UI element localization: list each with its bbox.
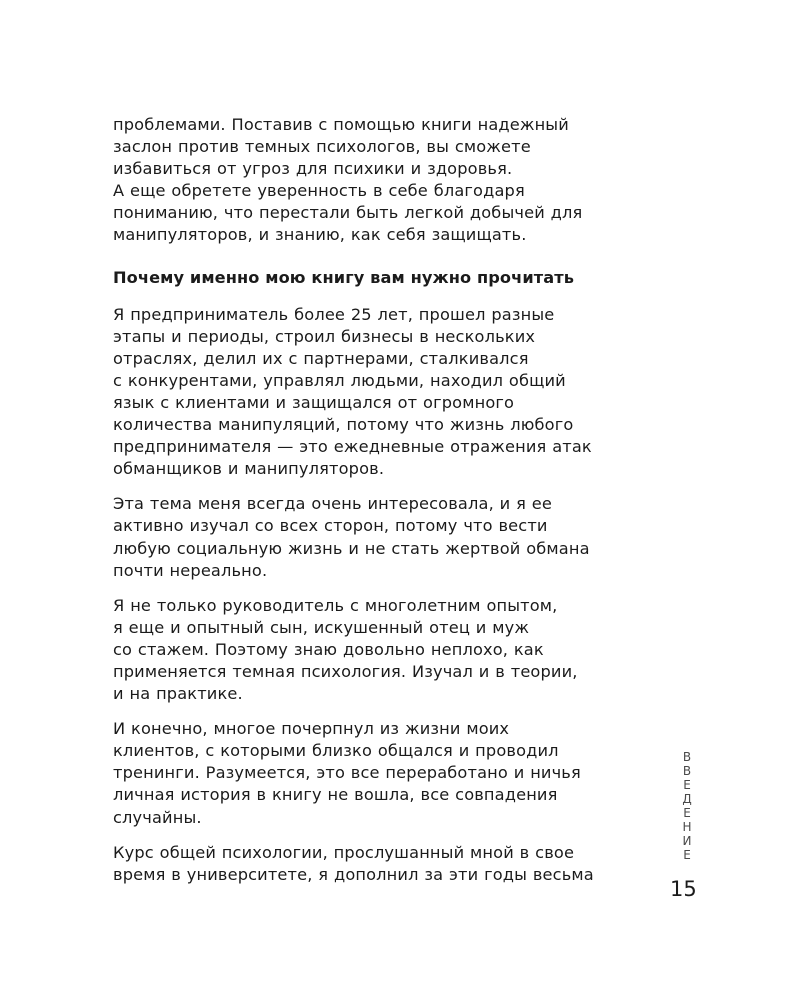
- text-line: И конечно, многое почерпнул из жизни моих: [113, 719, 510, 739]
- paragraph-4: [113, 718, 643, 828]
- text-line: почти нереально.: [113, 560, 268, 580]
- text-line: я еще и опытный сын, искушенный отец и муж: [113, 617, 530, 637]
- text-line: пониманию, что перестали быть легкой добычей для: [113, 203, 583, 223]
- text-line: клиентов, с которыми близко общался и проводил: [113, 741, 559, 761]
- text-line: обманщиков и манипуляторов.: [113, 459, 385, 479]
- text-line: Эта тема меня всегда очень интересовала, и я ее: [113, 494, 553, 514]
- text-line: случайны.: [113, 807, 202, 827]
- text-line: Я предприниматель более 25 лет, прошел разные: [113, 304, 555, 324]
- text-line: этапы и периоды, строил бизнесы в нескольких: [113, 326, 536, 346]
- text-line: время в университете, я дополнил за эти годы весьма: [113, 864, 594, 884]
- page-number: 15: [670, 877, 697, 901]
- text-line: отраслях, делил их с партнерами, сталкивался: [113, 348, 529, 368]
- text-line: проблемами. Поставив с помощью книги надежный: [113, 115, 569, 134]
- running-head: ВВЕДЕНИЕ: [680, 750, 694, 862]
- text-line: с конкурентами, управлял людьми, находил общий: [113, 370, 566, 390]
- paragraph-2: [113, 493, 643, 581]
- paragraph-intro: [113, 114, 643, 247]
- text-line: А еще обретете уверенность в себе благодаря: [113, 181, 525, 201]
- text-line: избавиться от угроз для психики и здоровья.: [113, 159, 513, 179]
- text-line: предпринимателя — это ежедневные отражения атак: [113, 437, 592, 457]
- paragraph-3: [113, 595, 643, 705]
- text-line: и на практике.: [113, 684, 243, 704]
- text-line: любую социальную жизнь и не стать жертвой обмана: [113, 538, 590, 558]
- text-line: заслон против темных психологов, вы сможете: [113, 137, 531, 157]
- text-line: активно изучал со всех сторон, потому что вести: [113, 516, 548, 536]
- text-line: со стажем. Поэтому знаю довольно неплохо, как: [113, 639, 544, 659]
- text-line: тренинги. Разумеется, это все переработано и ничья: [113, 763, 581, 783]
- text-line: Я не только руководитель с многолетним опытом,: [113, 595, 558, 615]
- text-line: манипуляторов, и знанию, как себя защищать.: [113, 225, 527, 245]
- text-line: количества манипуляций, потому что жизнь любого: [113, 415, 574, 435]
- paragraph-5: [113, 842, 643, 886]
- body-text: [113, 114, 643, 899]
- paragraph-1: [113, 304, 643, 481]
- text-line: применяется темная психология. Изучал и в теории,: [113, 661, 578, 681]
- text-line: личная история в книгу не вошла, все совпадения: [113, 785, 558, 805]
- text-line: язык с клиентами и защищался от огромного: [113, 392, 515, 412]
- section-heading: Почему именно мою книгу вам нужно прочитать: [113, 267, 575, 287]
- text-line: Курс общей психологии, прослушанный мной в свое: [113, 842, 575, 862]
